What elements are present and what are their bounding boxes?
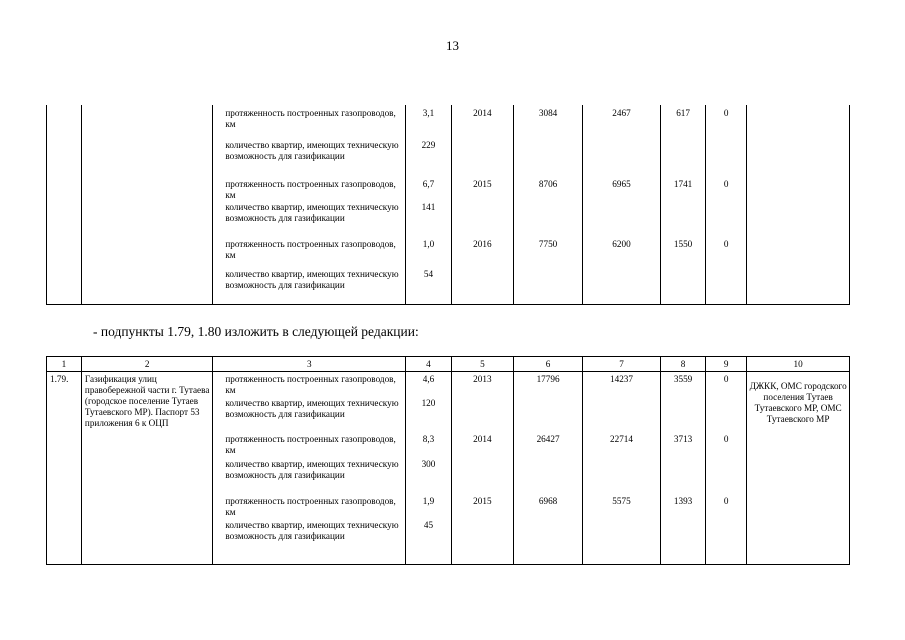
indicator-text: количество квартир, имеющих техническую возможность для газификации (225, 520, 399, 541)
cell-indicators (213, 105, 406, 305)
indicator-value: 45 (423, 520, 434, 530)
indicator-value: 54 (423, 269, 434, 279)
header-cell: 2 (81, 357, 212, 372)
cell-col6 (582, 105, 660, 305)
funding-value: 0 (723, 434, 729, 444)
year-value: 2015 (473, 179, 492, 189)
page-number: 13 (446, 38, 459, 53)
header-cell: 9 (706, 357, 747, 372)
indicator-value: 120 (421, 398, 436, 408)
header-cell: 10 (747, 357, 850, 372)
indicator-value: 3,1 (422, 108, 435, 118)
cell-years (451, 105, 514, 305)
indicator-text: количество квартир, имеющих техническую возможность для газификации (225, 269, 399, 290)
item-name-text: Газификация улиц правобережной части г. Тутаева (городское поселение Тутаев Тутаевского МР). Паспорт 53 приложения 6 к ОЦП (84, 374, 210, 428)
header-cell: 4 (406, 357, 451, 372)
indicator-text: протяженность построенных газопроводов, км (225, 496, 396, 517)
table-continuation (46, 105, 850, 305)
header-cell: 1 (47, 357, 82, 372)
table-row (47, 105, 850, 305)
executor-text: ДЖКК, ОМС городского поселения Тутаев Тутаевского МР, ОМС Тутаевского МР (749, 381, 847, 424)
year-value: 2014 (473, 108, 492, 118)
cell-totals (514, 372, 583, 565)
total-value: 17796 (536, 374, 560, 384)
indicator-text: количество квартир, имеющих техническую возможность для газификации (225, 398, 399, 419)
indicator-text: протяженность построенных газопроводов, км (225, 179, 396, 200)
funding-value: 1393 (673, 496, 693, 506)
total-value: 3084 (538, 108, 558, 118)
item-number-text: 1.79. (50, 374, 69, 384)
cell-number (47, 105, 82, 305)
funding-value: 14237 (610, 374, 633, 384)
indicator-value: 1,9 (422, 496, 435, 506)
header-cell: 7 (582, 357, 660, 372)
table-row (47, 372, 850, 565)
total-value: 7750 (538, 239, 558, 249)
cell-indicators (213, 372, 406, 565)
cell-col7 (661, 105, 706, 305)
indicator-text: количество квартир, имеющих техническую возможность для газификации (225, 459, 399, 480)
cell-name (81, 105, 212, 305)
table-amended (46, 356, 850, 565)
year-value: 2016 (473, 239, 492, 249)
funding-value: 1550 (673, 239, 693, 249)
indicator-value: 4,6 (422, 374, 435, 384)
cell-values (406, 105, 451, 305)
year-value: 2013 (473, 374, 492, 384)
funding-value: 0 (723, 179, 729, 189)
indicator-text: протяженность построенных газопроводов, км (225, 374, 396, 395)
indicator-value: 229 (421, 140, 436, 150)
cell-values (406, 372, 451, 565)
cell-executor (747, 105, 850, 305)
item-name (81, 372, 212, 565)
indicator-value: 8,3 (422, 434, 435, 444)
indicator-value: 141 (421, 202, 436, 212)
indicator-value: 1,0 (422, 239, 435, 249)
header-cell: 8 (661, 357, 706, 372)
cell-col8 (706, 372, 747, 565)
funding-value: 6200 (612, 239, 631, 249)
indicator-text: протяженность построенных газопроводов, км (225, 434, 396, 455)
indicator-text: количество квартир, имеющих техническую возможность для газификации (225, 202, 399, 223)
total-value: 6968 (538, 496, 558, 506)
indicator-text: протяженность построенных газопроводов, км (225, 108, 396, 129)
item-number (47, 372, 82, 565)
funding-value: 3559 (673, 374, 693, 384)
cell-years (451, 372, 514, 565)
cell-col8 (706, 105, 747, 305)
cell-executor (747, 372, 850, 565)
funding-value: 0 (723, 239, 729, 249)
year-value: 2014 (473, 434, 492, 444)
indicator-value: 6,7 (422, 179, 435, 189)
total-value: 8706 (538, 179, 558, 189)
amendment-paragraph: - подпункты 1.79, 1.80 изложить в следующей редакции: (93, 324, 419, 339)
total-value: 26427 (536, 434, 560, 444)
funding-value: 0 (723, 108, 729, 118)
funding-value: 3713 (673, 434, 693, 444)
funding-value: 0 (723, 374, 729, 384)
cell-col6 (582, 372, 660, 565)
year-value: 2015 (473, 496, 492, 506)
header-cell: 3 (213, 357, 406, 372)
funding-value: 0 (723, 496, 729, 506)
cell-col7 (661, 372, 706, 565)
funding-value: 2467 (612, 108, 631, 118)
header-cell: 6 (514, 357, 583, 372)
indicator-text: протяженность построенных газопроводов, км (225, 239, 396, 260)
indicator-value: 300 (421, 459, 436, 469)
funding-value: 5575 (612, 496, 631, 506)
funding-value: 22714 (610, 434, 633, 444)
indicator-text: количество квартир, имеющих техническую возможность для газификации (225, 140, 399, 161)
funding-value: 617 (676, 108, 690, 118)
funding-value: 6965 (612, 179, 631, 189)
funding-value: 1741 (673, 179, 693, 189)
cell-totals (514, 105, 583, 305)
table-header-row (47, 357, 850, 372)
header-cell: 5 (451, 357, 514, 372)
